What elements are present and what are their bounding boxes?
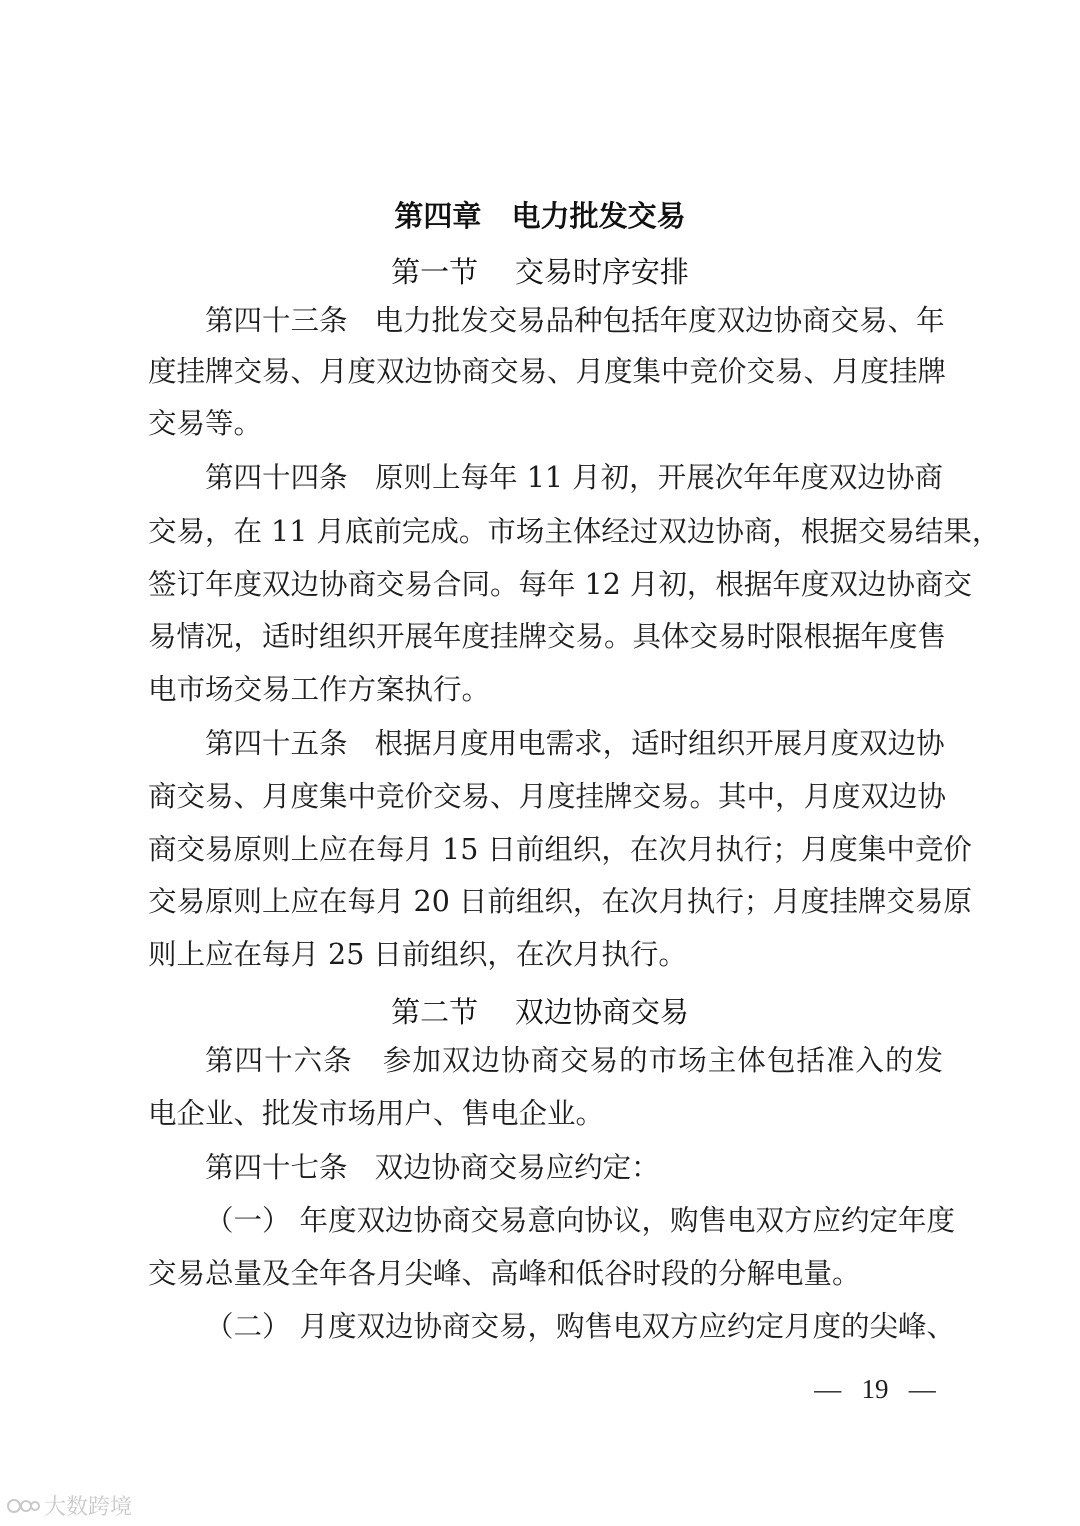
text-line: 易情况，适时组织开展年度挂牌交易。具体交易时限根据年度售: [148, 620, 947, 653]
section-title: 第一节 交易时序安排: [391, 255, 689, 289]
text-line: 交易原则上应在每月 20 日前组织，在次月执行；月度挂牌交易原: [148, 885, 972, 918]
text-line: 度挂牌交易、月度双边协商交易、月度集中竞价交易、月度挂牌: [148, 355, 947, 388]
text-line: 电市场交易工作方案执行。: [148, 673, 491, 706]
text-line: 商交易原则上应在每月 15 日前组织，在次月执行；月度集中竞价: [148, 833, 972, 866]
text-line: 第四十三条 电力批发交易品种包括年度双边协商交易、年: [205, 304, 945, 337]
section-title: 第二节 双边协商交易: [391, 995, 689, 1029]
watermark-text: 大数跨境: [44, 1495, 133, 1520]
text-line: 第四十五条 根据月度用电需求，适时组织开展月度双边协: [205, 727, 945, 760]
text-line: 交易总量及全年各月尖峰、高峰和低谷时段的分解电量。: [148, 1257, 861, 1290]
text-line: 交易，在 11 月底前完成。市场主体经过双边协商，根据交易结果，: [148, 515, 1001, 548]
text-line: 第四十四条 原则上每年 11 月初，开展次年年度双边协商: [205, 461, 943, 494]
chapter-title: 第四章 电力批发交易: [394, 199, 686, 233]
text-line: 第四十六条 参加双边协商交易的市场主体包括准入的发: [205, 1044, 943, 1077]
watermark-logo-icon: [6, 1496, 40, 1516]
text-line: 则上应在每月 25 日前组织，在次月执行。: [148, 938, 687, 971]
text-line: 交易等。: [148, 407, 263, 440]
text-line: （二） 月度双边协商交易，购售电双方应约定月度的尖峰、: [205, 1310, 956, 1343]
page-number: — 19 —: [814, 1374, 936, 1404]
text-line: 电企业、批发市场用户、售电企业。: [148, 1097, 605, 1130]
text-line: 第四十七条 双边协商交易应约定：: [205, 1151, 660, 1184]
text-line: 商交易、月度集中竞价交易、月度挂牌交易。其中，月度双边协: [148, 780, 947, 813]
text-line: 签订年度双边协商交易合同。每年 12 月初，根据年度双边协商交: [148, 568, 972, 601]
text-line: （一） 年度双边协商交易意向协议，购售电双方应约定年度: [205, 1204, 956, 1237]
watermark: [6, 1490, 132, 1521]
